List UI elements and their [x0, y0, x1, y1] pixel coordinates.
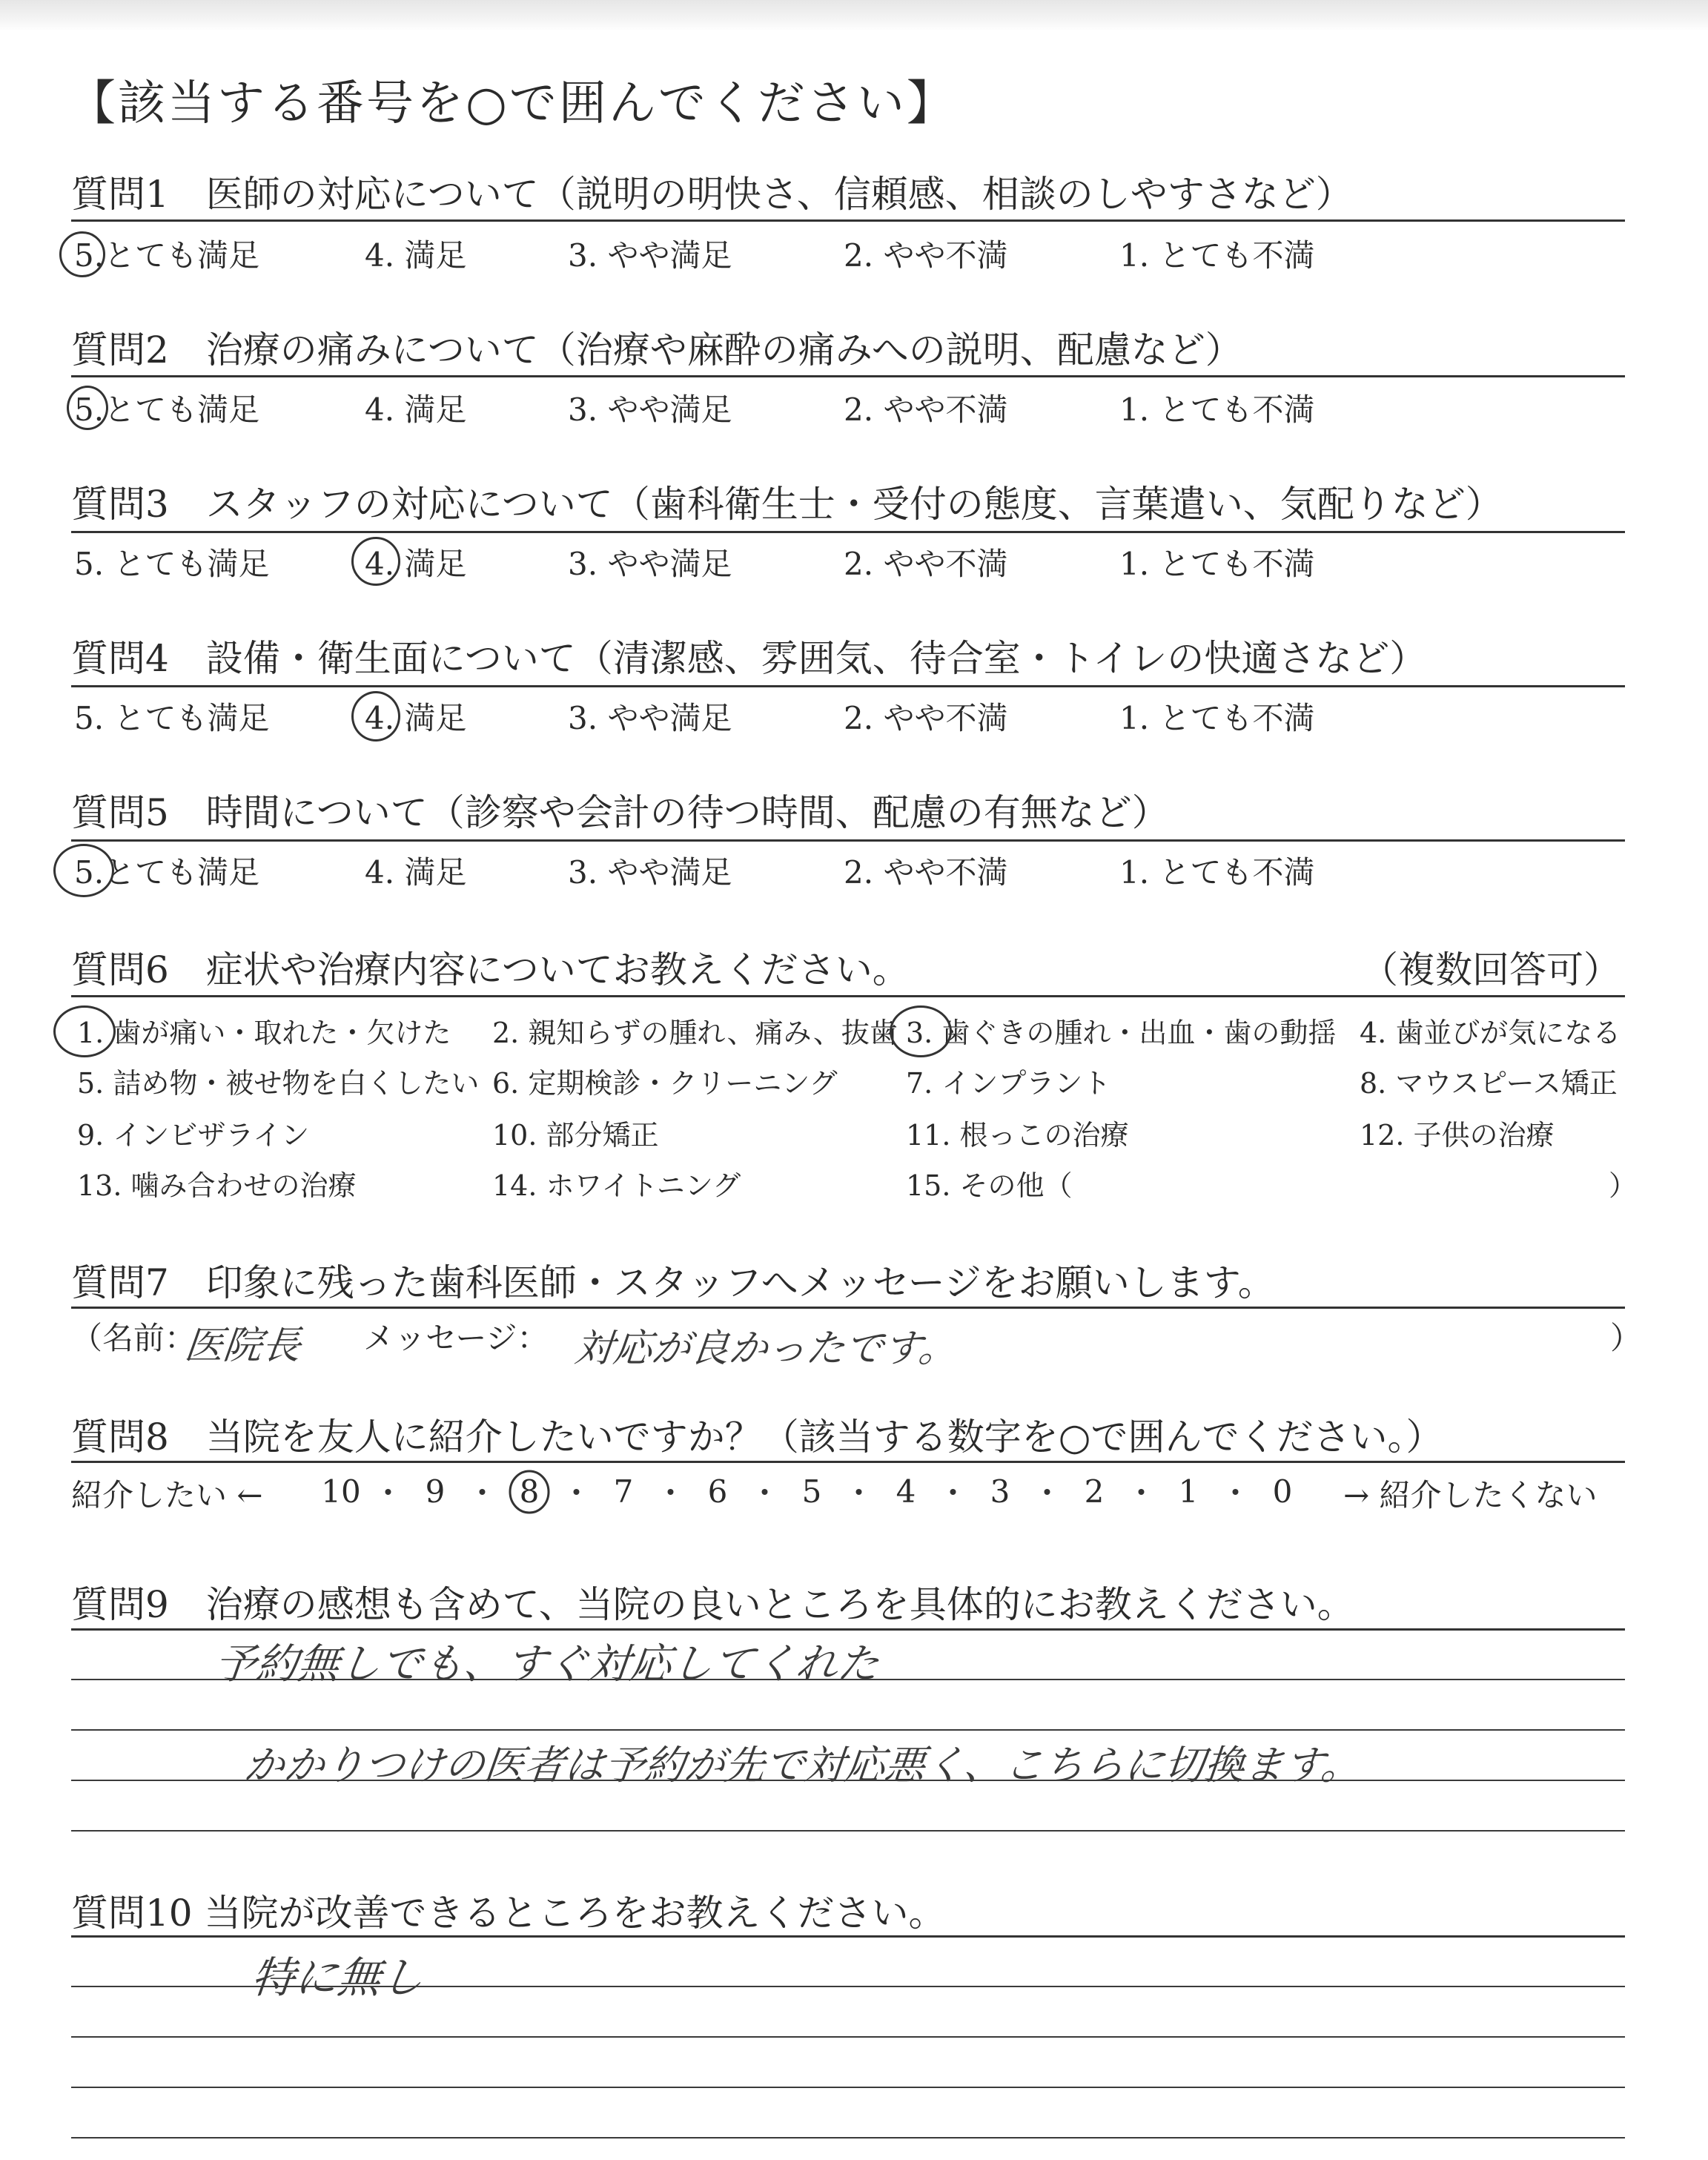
q8-right-label: → 紹介したくない — [1343, 1477, 1598, 1513]
page-title: 【該当する番号を○で囲んでください】 — [68, 76, 956, 131]
question-5-rule — [71, 839, 1625, 842]
q6-option-12[interactable]: 12. 子供の治療 — [1360, 1119, 1555, 1152]
scan-top-edge — [0, 0, 1708, 31]
question-7-rule — [71, 1307, 1625, 1309]
q1-option-2[interactable]: 2. やや不満 — [844, 237, 1008, 274]
q6-option-10[interactable]: 10. 部分矯正 — [492, 1119, 659, 1152]
q8-scale-2[interactable]: 2 — [1084, 1473, 1105, 1510]
q10-answer-line-2 — [71, 2036, 1625, 2038]
q8-scale-0[interactable]: 0 — [1272, 1473, 1293, 1510]
q6-option-11[interactable]: 11. 根っこの治療 — [906, 1119, 1129, 1152]
q8-scale-separator — [856, 1489, 862, 1495]
q8-scale-6[interactable]: 6 — [707, 1473, 728, 1510]
q8-scale-separator — [668, 1489, 674, 1495]
question-2: 質問2 治療の痛みについて（治療や麻酔の痛みへの説明、配慮など） — [71, 328, 1242, 371]
q2-option-1[interactable]: 1. とても不満 — [1119, 392, 1315, 428]
q6-option-1[interactable]: 1. 歯が痛い・取れた・欠けた — [77, 1017, 451, 1049]
q5-option-5[interactable]: 5.とても満足 — [74, 854, 260, 891]
q10-answer-line-4 — [71, 2137, 1625, 2138]
q6-option-14[interactable]: 14. ホワイトニング — [492, 1169, 741, 1202]
q6-selection-circle-1 — [53, 1005, 116, 1057]
q3-option-4[interactable]: 4. 満足 — [365, 546, 467, 582]
question-2-rule — [71, 375, 1625, 377]
question-6-rule — [71, 995, 1625, 997]
q6-option-15-close: ） — [1609, 1169, 1638, 1202]
q9-answer-line-4 — [71, 1830, 1625, 1832]
q5-selection-circle — [53, 844, 114, 897]
q3-option-3[interactable]: 3. やや満足 — [568, 546, 732, 582]
question-1: 質問1 医師の対応について（説明の明快さ、信頼感、相談のしやすさなど） — [71, 173, 1353, 216]
q6-option-13[interactable]: 13. 噛み合わせの治療 — [77, 1169, 357, 1202]
q6-option-3[interactable]: 3. 歯ぐきの腫れ・出血・歯の動揺 — [906, 1017, 1337, 1049]
question-5: 質問5 時間について（診察や会計の待つ時間、配慮の有無など） — [71, 791, 1169, 834]
q10-answer[interactable]: 特に無し — [248, 1952, 427, 2003]
question-10-rule — [71, 1935, 1625, 1938]
q6-option-15[interactable]: 15. その他（ — [906, 1169, 1073, 1202]
question-6-note: （複数回答可） — [1361, 948, 1621, 991]
question-10: 質問10 当院が改善できるところをお教えください。 — [71, 1892, 946, 1935]
q2-selection-circle — [67, 386, 108, 430]
q8-scale-8[interactable]: 8 — [519, 1473, 540, 1510]
q6-option-2[interactable]: 2. 親知らずの腫れ、痛み、抜歯 — [492, 1017, 898, 1049]
q6-selection-circle-3 — [890, 1005, 952, 1057]
q4-option-3[interactable]: 3. やや満足 — [568, 700, 732, 736]
q2-option-5[interactable]: 5.とても満足 — [74, 392, 260, 428]
q7-message-value[interactable]: 対応が良かったです。 — [572, 1327, 960, 1371]
q4-option-4[interactable]: 4. 満足 — [365, 700, 467, 736]
q6-option-7[interactable]: 7. インプラント — [906, 1067, 1111, 1100]
q8-scale-separator — [1139, 1489, 1145, 1495]
q1-option-1[interactable]: 1. とても不満 — [1119, 237, 1315, 274]
q2-option-2[interactable]: 2. やや不満 — [844, 392, 1008, 428]
q5-option-2[interactable]: 2. やや不満 — [844, 854, 1008, 891]
q9-answer-1[interactable]: 予約無しでも、すぐ対応してくれた — [212, 1640, 881, 1688]
q7-name-label: （名前： — [71, 1320, 196, 1356]
q2-option-3[interactable]: 3. やや満足 — [568, 392, 732, 428]
question-1-rule — [71, 219, 1625, 222]
q7-name-value[interactable]: 医院長 — [182, 1324, 303, 1368]
q8-scale — [297, 1465, 1334, 1525]
q8-scale-9[interactable]: 9 — [425, 1473, 446, 1510]
q1-option-3[interactable]: 3. やや満足 — [568, 237, 732, 274]
q1-option-4[interactable]: 4. 満足 — [365, 237, 467, 274]
q10-answer-line-3 — [71, 2087, 1625, 2088]
q3-option-2[interactable]: 2. やや不満 — [844, 546, 1008, 582]
q8-scale-3[interactable]: 3 — [990, 1473, 1010, 1510]
q3-selection-circle — [351, 537, 400, 586]
q9-answer-line-2 — [71, 1729, 1625, 1731]
q8-scale-separator — [762, 1489, 768, 1495]
q8-scale-1[interactable]: 1 — [1178, 1473, 1199, 1510]
question-3: 質問3 スタッフの対応について（歯科衛生士・受付の態度、言葉遣い、気配りなど） — [71, 483, 1503, 526]
q6-option-9[interactable]: 9. インビザライン — [77, 1119, 310, 1152]
q6-option-5[interactable]: 5. 詰め物・被せ物を白くしたい — [77, 1067, 480, 1100]
q1-option-5[interactable]: 5.とても満足 — [74, 237, 260, 274]
q1-selection-circle — [59, 231, 105, 277]
q8-scale-7[interactable]: 7 — [613, 1473, 634, 1510]
question-9: 質問9 治療の感想も含めて、当院の良いところを具体的にお教えください。 — [71, 1583, 1354, 1626]
question-4-rule — [71, 685, 1625, 687]
q3-option-5[interactable]: 5. とても満足 — [74, 546, 270, 582]
q7-close-paren: ） — [1610, 1320, 1642, 1356]
q5-option-3[interactable]: 3. やや満足 — [568, 854, 732, 891]
q8-scale-separator — [950, 1489, 956, 1495]
q5-option-4[interactable]: 4. 満足 — [365, 854, 467, 891]
question-4: 質問4 設備・衛生面について（清潔感、雰囲気、待合室・トイレの快適さなど） — [71, 637, 1427, 680]
q3-option-1[interactable]: 1. とても不満 — [1119, 546, 1315, 582]
q4-option-1[interactable]: 1. とても不満 — [1119, 700, 1315, 736]
q5-option-1[interactable]: 1. とても不満 — [1119, 854, 1315, 891]
q4-option-2[interactable]: 2. やや不満 — [844, 700, 1008, 736]
q4-selection-circle — [351, 691, 400, 742]
q8-left-label: 紹介したい ← — [71, 1477, 263, 1513]
q6-option-8[interactable]: 8. マウスピース矯正 — [1360, 1067, 1618, 1100]
q8-scale-5[interactable]: 5 — [801, 1473, 822, 1510]
q8-scale-4[interactable]: 4 — [896, 1473, 916, 1510]
q8-scale-separator — [480, 1489, 486, 1495]
question-9-rule — [71, 1628, 1625, 1631]
q6-option-6[interactable]: 6. 定期検診・クリーニング — [492, 1067, 838, 1100]
q8-scale-separator — [574, 1489, 580, 1495]
question-7: 質問7 印象に残った歯科医師・スタッフへメッセージをお願いします。 — [71, 1261, 1275, 1304]
q6-option-4[interactable]: 4. 歯並びが気になる — [1360, 1017, 1621, 1049]
q4-option-5[interactable]: 5. とても満足 — [74, 700, 270, 736]
q8-scale-separator — [385, 1489, 391, 1495]
q8-scale-10[interactable]: 10 — [321, 1473, 361, 1510]
q9-answer-2[interactable]: かかりつけの医者は予約が先で対応悪く、こちらに切換ます。 — [242, 1742, 1364, 1789]
q8-scale-separator — [1233, 1489, 1239, 1495]
q7-message-label: メッセージ： — [363, 1320, 549, 1356]
question-3-rule — [71, 531, 1625, 533]
q2-option-4[interactable]: 4. 満足 — [365, 392, 467, 428]
q8-scale-separator — [1045, 1489, 1050, 1495]
question-6: 質問6 症状や治療内容についてお教えください。 — [71, 948, 910, 991]
question-8-rule — [71, 1461, 1625, 1463]
question-8: 質問8 当院を友人に紹介したいですか？（該当する数字を○で囲んでください。） — [71, 1416, 1443, 1459]
